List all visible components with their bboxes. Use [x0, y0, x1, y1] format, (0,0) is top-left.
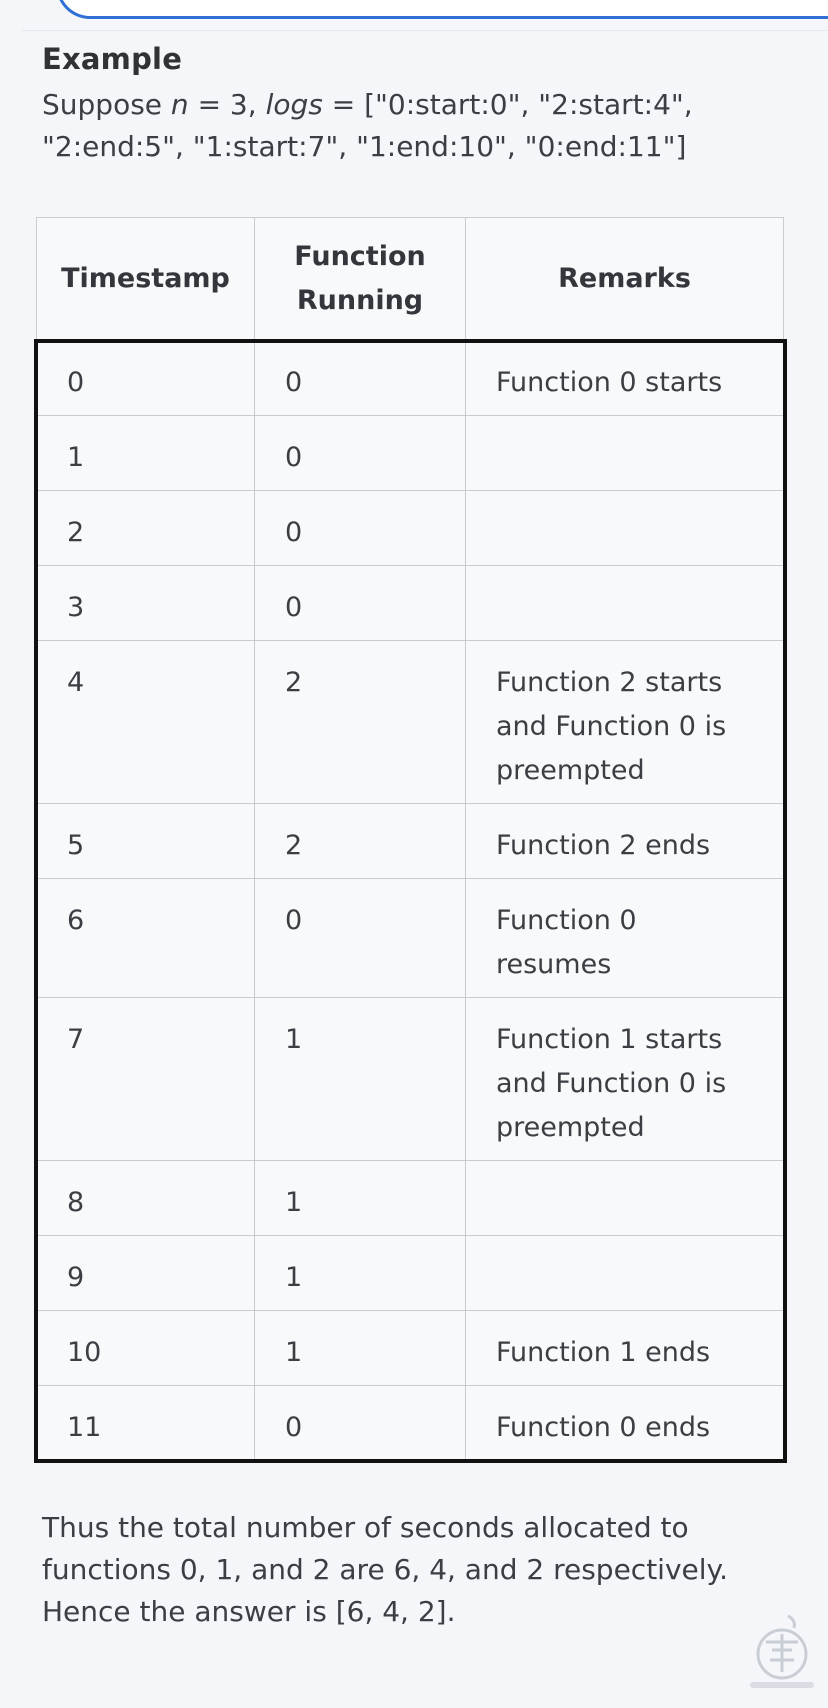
table-row: [37, 641, 784, 804]
table-row: [37, 566, 784, 641]
top-divider: [22, 30, 828, 31]
table-row: [37, 416, 784, 491]
remark-cell: [466, 566, 784, 641]
table-row: [37, 998, 784, 1161]
example-description: [42, 84, 782, 168]
function-running-cell: 2: [255, 641, 466, 804]
timestamp-cell: 5: [37, 804, 255, 879]
function-running-cell: 0: [255, 879, 466, 998]
header-function-line2: Running: [296, 285, 424, 316]
timeline-table: [36, 217, 784, 1461]
remark-cell: Function 2 ends: [466, 804, 784, 879]
function-running-cell: 1: [255, 998, 466, 1161]
table-header-row: [37, 218, 784, 341]
timestamp-cell: 2: [37, 491, 255, 566]
function-running-cell: 0: [255, 566, 466, 641]
function-running-cell: 1: [255, 1161, 466, 1236]
timestamp-cell: 10: [37, 1311, 255, 1386]
example-prefix: Suppose: [42, 88, 171, 121]
timestamp-cell: 9: [37, 1236, 255, 1311]
header-remarks: Remarks: [466, 218, 784, 341]
header-function-running: [255, 218, 466, 341]
top-card-edge: [56, 0, 828, 19]
seal-stamp-icon: [746, 1602, 818, 1692]
table-row: [37, 341, 784, 416]
timestamp-cell: 0: [37, 341, 255, 416]
table-body: [37, 341, 784, 1461]
timestamp-cell: 6: [37, 879, 255, 998]
function-running-cell: 0: [255, 1386, 466, 1461]
table-row: [37, 491, 784, 566]
remark-cell: Function 0 ends: [466, 1386, 784, 1461]
function-running-cell: 1: [255, 1311, 466, 1386]
function-running-cell: 2: [255, 804, 466, 879]
table-row: [37, 1236, 784, 1311]
logs-variable: logs: [265, 88, 323, 121]
table-row: [37, 1386, 784, 1461]
conclusion-line-2: functions 0, 1, and 2 are 6, 4, and 2 respectively.: [42, 1552, 729, 1586]
remark-cell: [466, 1161, 784, 1236]
function-running-cell: 0: [255, 491, 466, 566]
function-running-cell: 0: [255, 416, 466, 491]
remark-cell: Function 0 starts: [466, 341, 784, 416]
conclusion-line-1: Thus the total number of seconds allocated to: [42, 1510, 689, 1544]
remark-cell: Function 2 starts and Function 0 is preempted: [466, 641, 784, 804]
n-assignment: = 3,: [188, 88, 266, 121]
table-row: [37, 879, 784, 998]
table-row: [37, 804, 784, 879]
header-timestamp: Timestamp: [37, 218, 255, 341]
timestamp-cell: 8: [37, 1161, 255, 1236]
remark-cell: Function 1 ends: [466, 1311, 784, 1386]
remark-cell: [466, 491, 784, 566]
timestamp-cell: 3: [37, 566, 255, 641]
timestamp-cell: 1: [37, 416, 255, 491]
conclusion-line-3: Hence the answer is [6, 4, 2].: [42, 1594, 456, 1628]
function-running-cell: 0: [255, 341, 466, 416]
n-variable: n: [170, 88, 189, 121]
function-running-cell: 1: [255, 1236, 466, 1311]
header-function-line1: Function: [294, 241, 426, 272]
logs-assignment: = ["0:start:0", "2:start:4", "2:end:5", "1:start:7", "1:end:10", "0:end:11"]: [42, 88, 693, 163]
timestamp-cell: 7: [37, 998, 255, 1161]
timestamp-cell: 4: [37, 641, 255, 804]
conclusion-text: [42, 1507, 782, 1633]
remark-cell: [466, 1236, 784, 1311]
remark-cell: Function 0 resumes: [466, 879, 784, 998]
remark-cell: [466, 416, 784, 491]
table-row: [37, 1161, 784, 1236]
table-row: [37, 1311, 784, 1386]
example-heading: Example: [42, 42, 183, 76]
timestamp-cell: 11: [37, 1386, 255, 1461]
timeline-table-wrapper: [36, 217, 783, 1461]
remark-cell: Function 1 starts and Function 0 is preempted: [466, 998, 784, 1161]
